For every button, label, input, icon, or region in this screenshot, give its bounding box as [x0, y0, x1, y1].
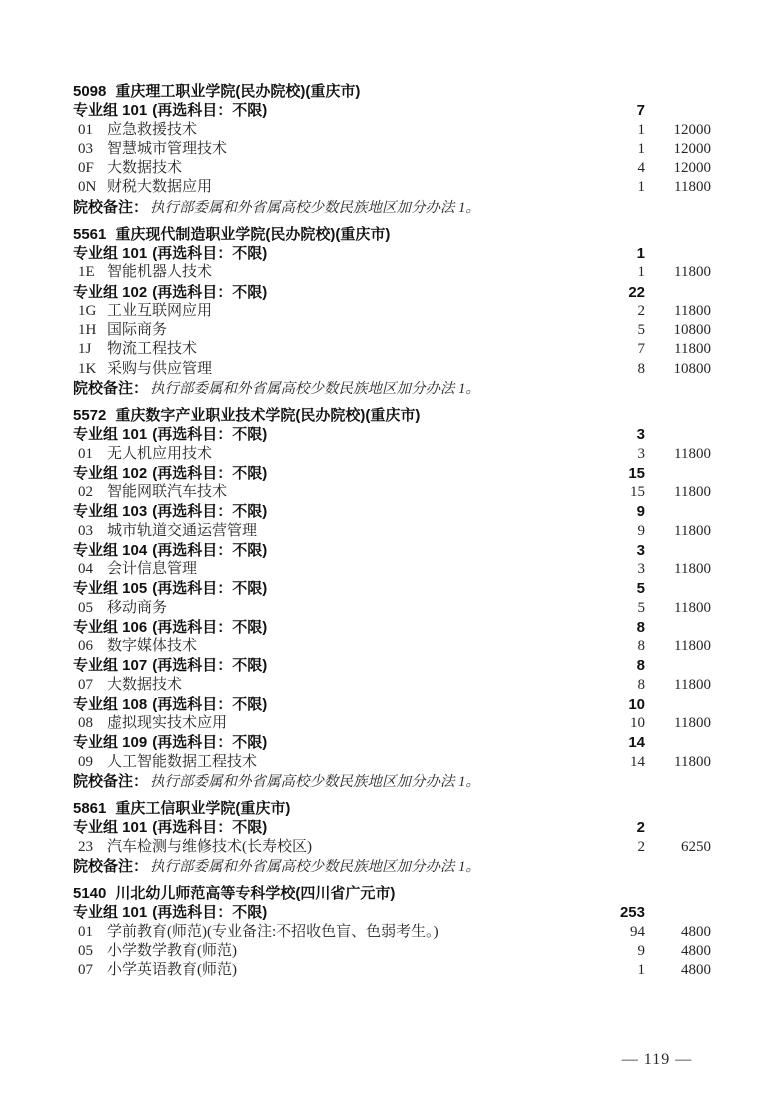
major-group-label: 专业组 101 [73, 904, 148, 922]
group-plan-count: 8 [636, 657, 645, 675]
major-title [73, 714, 587, 733]
major-plan-count: 10 [630, 715, 645, 731]
major-group-title [73, 818, 587, 837]
school-remark [73, 379, 711, 399]
school-title [73, 406, 587, 425]
major-title [73, 302, 587, 321]
tuition-fee: 4800 [681, 942, 711, 959]
tuition-fee: 11800 [674, 302, 711, 319]
tuition-fee: 11800 [674, 484, 711, 500]
major-plan-count: 3 [637, 561, 645, 577]
subject-requirement: (再选科目：不限) [152, 503, 268, 521]
major-group-row [73, 244, 711, 263]
remark-label: 院校备注： [73, 772, 149, 790]
major-code: 01 [78, 445, 93, 462]
group-plan-count: 3 [636, 541, 645, 559]
major-row [73, 942, 711, 961]
major-plan-count: 1 [637, 962, 645, 978]
major-row [73, 360, 711, 379]
subject-requirement: (再选科目：不限) [152, 904, 268, 922]
major-plan-count: 1 [637, 121, 645, 138]
major-plan-count: 1 [637, 140, 645, 157]
group-plan-count: 253 [619, 904, 645, 922]
major-code: 02 [78, 484, 93, 500]
remark-label: 院校备注： [73, 198, 149, 216]
major-plan-count: 8 [637, 638, 645, 654]
remark-label: 院校备注： [73, 379, 149, 397]
major-row [73, 599, 711, 618]
major-group-title [73, 733, 587, 752]
major-title [73, 360, 587, 379]
group-plan-count: 15 [628, 464, 645, 482]
major-code: 09 [78, 753, 93, 770]
school-section [73, 884, 711, 980]
major-code: 07 [78, 676, 93, 693]
group-plan-count: 8 [636, 618, 645, 636]
school-title [73, 82, 587, 101]
major-title [73, 599, 587, 618]
major-code: 1H [78, 322, 97, 338]
major-plan-count: 2 [637, 838, 645, 855]
subject-requirement: (再选科目：不限) [152, 734, 268, 752]
major-group-title [73, 618, 587, 637]
tuition-fee: 10800 [673, 322, 711, 338]
school-code: 5572 [73, 407, 107, 424]
school-remark-row [73, 198, 711, 217]
subject-requirement: (再选科目：不限) [152, 580, 268, 598]
major-group-title [73, 244, 587, 263]
major-group-title [73, 502, 587, 521]
major-plan-count: 7 [637, 341, 645, 358]
major-title [73, 140, 587, 159]
remark-label: 院校备注： [73, 857, 149, 875]
school-title [73, 799, 587, 818]
major-title [73, 483, 587, 502]
tuition-fee: 6250 [681, 838, 711, 855]
subject-requirement: (再选科目：不限) [152, 283, 268, 301]
major-plan-count: 5 [637, 599, 645, 616]
major-group-title [73, 541, 587, 560]
subject-requirement: (再选科目：不限) [152, 657, 268, 675]
remark-text: 执行部委属和外省属高校少数民族地区加分办法 1。 [150, 199, 480, 216]
school-code: 5140 [73, 885, 107, 902]
group-plan-count: 22 [628, 283, 645, 301]
major-name: 大数据技术 [107, 160, 183, 176]
tuition-fee: 11800 [674, 715, 711, 731]
subject-requirement: (再选科目：不限) [152, 618, 268, 636]
major-title [73, 340, 587, 359]
major-code: 1J [78, 341, 92, 358]
major-code: 05 [78, 599, 93, 616]
school-header [73, 406, 711, 425]
school-code: 5861 [73, 800, 107, 817]
major-code: 08 [78, 715, 93, 731]
major-row [73, 178, 711, 197]
major-row [73, 961, 711, 980]
major-plan-count: 3 [637, 445, 645, 462]
major-row [73, 302, 711, 321]
tuition-fee: 4800 [681, 962, 711, 978]
tuition-fee: 12000 [673, 140, 711, 157]
major-row [73, 923, 711, 942]
tuition-fee: 4800 [681, 923, 711, 940]
major-code: 03 [78, 522, 93, 539]
major-name: 国际商务 [107, 322, 168, 338]
major-group-label: 专业组 103 [73, 503, 148, 521]
major-group-row [73, 283, 711, 302]
major-row [73, 522, 711, 541]
major-group-title [73, 283, 587, 302]
remark-text: 执行部委属和外省属高校少数民族地区加分办法 1。 [150, 858, 480, 875]
major-plan-count: 9 [637, 942, 645, 959]
major-row [73, 560, 711, 579]
group-plan-count: 10 [628, 695, 645, 713]
major-group-row [73, 903, 711, 922]
major-group-title [73, 695, 587, 714]
major-row [73, 121, 711, 140]
major-name: 虚拟现实技术应用 [107, 715, 228, 731]
major-name: 智能机器人技术 [107, 264, 213, 281]
group-plan-count: 5 [636, 580, 645, 598]
group-plan-count: 2 [636, 819, 645, 837]
subject-requirement: (再选科目：不限) [152, 541, 268, 559]
major-row [73, 676, 711, 695]
major-group-label: 专业组 102 [73, 283, 148, 301]
major-name: 城市轨道交通运营管理 [107, 522, 258, 539]
major-group-title [73, 101, 587, 120]
tuition-fee: 11800 [674, 638, 711, 654]
major-plan-count: 94 [630, 923, 645, 940]
school-header [73, 82, 711, 101]
school-remark-row [73, 772, 711, 791]
major-group-title [73, 579, 587, 598]
school-title [73, 225, 587, 244]
school-remark [73, 772, 711, 792]
major-title [73, 263, 587, 282]
school-header [73, 884, 711, 903]
major-title [73, 560, 587, 579]
major-group-label: 专业组 108 [73, 695, 148, 713]
major-group-label: 专业组 106 [73, 618, 148, 636]
school-remark [73, 857, 711, 877]
group-plan-count: 7 [636, 102, 645, 120]
school-name: 重庆现代制造职业学院(民办院校)(重庆市) [115, 225, 391, 243]
tuition-fee: 12000 [673, 160, 711, 176]
school-remark-row [73, 379, 711, 398]
school-remark [73, 198, 711, 218]
school-name: 重庆数字产业职业技术学院(民办院校)(重庆市) [115, 407, 421, 424]
major-row [73, 140, 711, 159]
major-group-row [73, 425, 711, 444]
major-title [73, 923, 587, 942]
subject-requirement: (再选科目：不限) [152, 102, 268, 120]
major-plan-count: 1 [637, 264, 645, 281]
major-row [73, 838, 711, 857]
group-plan-count: 3 [636, 426, 645, 444]
major-title [73, 676, 587, 695]
major-group-row [73, 733, 711, 752]
group-plan-count: 1 [636, 245, 645, 262]
major-name: 物流工程技术 [107, 341, 198, 358]
group-plan-count: 14 [628, 734, 645, 752]
major-group-title [73, 903, 587, 922]
tuition-fee: 11800 [674, 561, 711, 577]
major-group-row [73, 101, 711, 120]
school-section [73, 225, 711, 398]
major-title [73, 178, 587, 197]
major-name: 智能网联汽车技术 [107, 484, 228, 500]
major-group-title [73, 656, 587, 675]
major-group-label: 专业组 104 [73, 541, 148, 559]
school-header [73, 225, 711, 244]
school-section [73, 799, 711, 876]
major-name: 智慧城市管理技术 [107, 140, 228, 157]
major-plan-count: 2 [637, 302, 645, 319]
major-name: 采购与供应管理 [107, 360, 213, 377]
school-section [73, 82, 711, 217]
major-row [73, 263, 711, 282]
major-plan-count: 8 [637, 360, 645, 377]
major-group-title [73, 464, 587, 483]
major-name: 无人机应用技术 [107, 445, 213, 462]
major-title [73, 522, 587, 541]
major-name: 人工智能数据工程技术 [107, 753, 258, 770]
major-row [73, 445, 711, 464]
major-name: 财税大数据应用 [107, 179, 213, 196]
subject-requirement: (再选科目：不限) [152, 695, 268, 713]
school-code: 5561 [73, 225, 107, 243]
major-group-row [73, 541, 711, 560]
major-group-row [73, 464, 711, 483]
major-code: 01 [78, 923, 93, 940]
major-title [73, 961, 587, 980]
subject-requirement: (再选科目：不限) [152, 426, 268, 444]
page-number: — 119 — [621, 1051, 693, 1068]
major-plan-count: 9 [637, 522, 645, 539]
major-name: 工业互联网应用 [107, 302, 213, 319]
major-code: 0F [78, 160, 94, 176]
major-name: 小学数学教育(师范) [107, 942, 237, 959]
major-code: 07 [78, 962, 93, 978]
major-code: 04 [78, 561, 93, 577]
major-group-label: 专业组 109 [73, 734, 148, 752]
major-code: 01 [78, 121, 93, 138]
tuition-fee: 11800 [674, 445, 711, 462]
major-name: 学前教育(师范)(专业备注:不招收色盲、色弱考生。) [107, 923, 439, 940]
major-title [73, 121, 587, 140]
major-row [73, 753, 711, 772]
tuition-fee: 10800 [673, 360, 711, 377]
major-row [73, 159, 711, 178]
major-name: 数字媒体技术 [107, 638, 198, 654]
school-name: 川北幼儿师范高等专科学校(四川省广元市) [115, 885, 396, 902]
major-plan-count: 1 [637, 179, 645, 196]
school-header [73, 799, 711, 818]
school-code: 5098 [73, 83, 107, 100]
major-title [73, 159, 587, 178]
major-title [73, 445, 587, 464]
major-code: 05 [78, 942, 93, 959]
major-group-row [73, 695, 711, 714]
tuition-fee: 11800 [674, 341, 711, 358]
tuition-fee: 11800 [674, 599, 711, 616]
subject-requirement: (再选科目：不限) [152, 819, 268, 837]
subject-requirement: (再选科目：不限) [152, 464, 268, 482]
major-code: 0N [78, 179, 97, 196]
major-group-row [73, 618, 711, 637]
major-plan-count: 14 [630, 753, 645, 770]
major-group-label: 专业组 101 [73, 102, 148, 120]
major-group-label: 专业组 101 [73, 426, 148, 444]
major-plan-count: 4 [637, 160, 645, 176]
major-name: 小学英语教育(师范) [107, 962, 237, 978]
major-title [73, 321, 587, 340]
major-group-title [73, 425, 587, 444]
remark-text: 执行部委属和外省属高校少数民族地区加分办法 1。 [150, 773, 480, 790]
major-group-label: 专业组 107 [73, 657, 148, 675]
tuition-fee: 11800 [674, 522, 711, 539]
major-row [73, 483, 711, 502]
major-group-label: 专业组 105 [73, 580, 148, 598]
major-group-row [73, 656, 711, 675]
major-code: 1E [78, 264, 95, 281]
major-group-label: 专业组 102 [73, 464, 148, 482]
major-group-row [73, 818, 711, 837]
major-group-row [73, 502, 711, 521]
school-name: 重庆工信职业学院(重庆市) [115, 800, 291, 817]
subject-requirement: (再选科目：不限) [152, 245, 268, 262]
tuition-fee: 11800 [674, 179, 711, 196]
school-remark-row [73, 857, 711, 876]
major-plan-count: 5 [637, 322, 645, 338]
school-name: 重庆理工职业学院(民办院校)(重庆市) [115, 83, 361, 100]
major-group-label: 专业组 101 [73, 245, 148, 262]
major-row [73, 637, 711, 656]
major-code: 1K [78, 360, 97, 377]
major-code: 03 [78, 140, 93, 157]
major-group-label: 专业组 101 [73, 819, 148, 837]
major-title [73, 753, 587, 772]
tuition-fee: 11800 [674, 264, 711, 281]
major-title [73, 637, 587, 656]
major-code: 1G [78, 302, 97, 319]
major-row [73, 714, 711, 733]
major-name: 移动商务 [107, 599, 168, 616]
major-name: 会计信息管理 [107, 561, 198, 577]
major-code: 06 [78, 638, 93, 654]
major-row [73, 340, 711, 359]
tuition-fee: 11800 [674, 753, 711, 770]
major-group-row [73, 579, 711, 598]
group-plan-count: 9 [636, 503, 645, 521]
tuition-fee: 12000 [673, 121, 711, 138]
major-name: 汽车检测与维修技术(长寿校区) [107, 838, 312, 855]
school-section [73, 406, 711, 791]
remark-text: 执行部委属和外省属高校少数民族地区加分办法 1。 [150, 380, 480, 397]
major-plan-count: 15 [630, 484, 645, 500]
tuition-fee: 11800 [674, 676, 711, 693]
admission-plan-list [73, 82, 711, 988]
major-code: 23 [78, 838, 93, 855]
major-title [73, 838, 587, 857]
major-name: 大数据技术 [107, 676, 183, 693]
major-row [73, 321, 711, 340]
major-plan-count: 8 [637, 676, 645, 693]
major-name: 应急救援技术 [107, 121, 198, 138]
major-title [73, 942, 587, 961]
school-title [73, 884, 587, 903]
